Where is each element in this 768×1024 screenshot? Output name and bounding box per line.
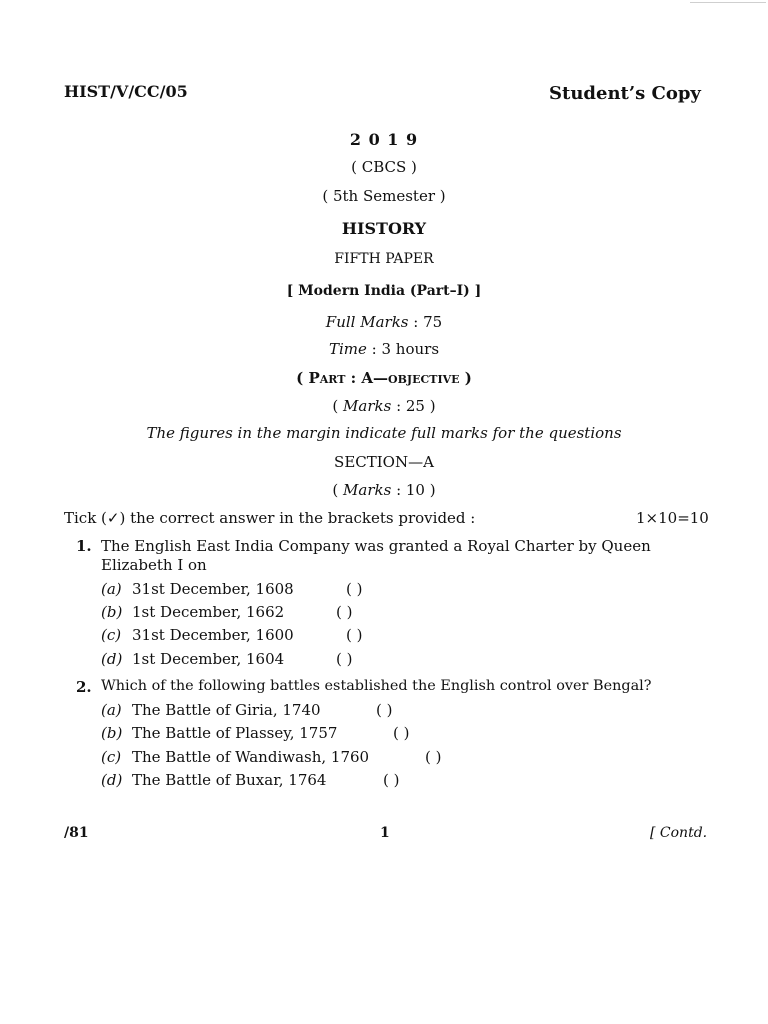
- exam-paper: FIFTH PAPER: [334, 251, 434, 267]
- option-label: (c): [101, 748, 122, 766]
- question-text: The English East India Company was granted a Royal Charter by Queen: [101, 537, 651, 555]
- option-label: (a): [101, 580, 122, 598]
- margin-note: The figures in the margin indicate full marks for the questions: [146, 424, 622, 442]
- exam-scheme: ( CBCS ): [351, 158, 417, 176]
- page-number: 1: [380, 825, 390, 841]
- option-text: 1st December, 1662: [132, 603, 285, 621]
- option-label: (a): [101, 701, 122, 719]
- option-1b: [101, 603, 353, 621]
- option-2c: [101, 748, 442, 766]
- part-marks-open: (: [332, 397, 344, 415]
- part-marks-label: Marks: [343, 397, 392, 415]
- answer-bracket[interactable]: ( ): [336, 650, 353, 668]
- section-heading: SECTION—A: [334, 453, 434, 471]
- exam-year: 2 0 1 9: [349, 130, 419, 149]
- option-text: 1st December, 1604: [132, 650, 285, 668]
- section-marks: [0, 481, 768, 499]
- option-2d: [101, 771, 400, 789]
- part-marks: [0, 397, 768, 415]
- exam-paper-title: [ Modern India (Part–I) ]: [286, 283, 482, 299]
- question-number: 2.: [76, 678, 92, 696]
- exam-semester: ( 5th Semester ): [322, 187, 446, 205]
- footer-code: /81: [64, 825, 89, 841]
- option-text: The Battle of Giria, 1740: [132, 701, 321, 719]
- answer-bracket[interactable]: ( ): [393, 724, 410, 742]
- answer-bracket[interactable]: ( ): [383, 771, 400, 789]
- option-2a: [101, 701, 393, 719]
- option-text: 31st December, 1600: [132, 626, 294, 644]
- answer-bracket[interactable]: ( ): [346, 580, 363, 598]
- option-label: (d): [101, 771, 123, 789]
- instruction-marks: 1×10=10: [636, 509, 709, 527]
- part-heading: ( Part : A—objective ): [296, 369, 472, 387]
- section-marks-value: : 10 ): [391, 481, 436, 499]
- part-marks-value: : 25 ): [391, 397, 436, 415]
- copy-label: Student’s Copy: [549, 83, 701, 104]
- option-label: (b): [101, 603, 123, 621]
- continued-label: [ Contd.: [650, 825, 708, 841]
- question-number: 1.: [76, 537, 92, 555]
- option-text: The Battle of Buxar, 1764: [132, 771, 327, 789]
- exam-subject: HISTORY: [341, 219, 427, 238]
- time-label: Time: [328, 340, 367, 358]
- answer-bracket[interactable]: ( ): [376, 701, 393, 719]
- option-text: The Battle of Wandiwash, 1760: [132, 748, 370, 766]
- full-marks: [0, 313, 768, 331]
- option-1c: [101, 626, 363, 644]
- exam-time: [0, 340, 768, 358]
- instruction-text: Tick (✓) the correct answer in the brackets provided :: [64, 509, 476, 527]
- question-text: Which of the following battles established the English control over Bengal?: [101, 678, 652, 694]
- section-marks-label: Marks: [343, 481, 392, 499]
- answer-bracket[interactable]: ( ): [346, 626, 363, 644]
- answer-bracket[interactable]: ( ): [425, 748, 442, 766]
- question-text-continued: Elizabeth I on: [101, 556, 207, 574]
- option-text: The Battle of Plassey, 1757: [132, 724, 338, 742]
- option-text: 31st December, 1608: [132, 580, 294, 598]
- full-marks-value: : 75: [408, 313, 443, 331]
- option-1a: [101, 580, 363, 598]
- paper-code: HIST/V/CC/05: [64, 82, 188, 101]
- option-label: (d): [101, 650, 123, 668]
- option-label: (b): [101, 724, 123, 742]
- full-marks-label: Full Marks: [325, 313, 409, 331]
- option-2b: [101, 724, 410, 742]
- option-1d: [101, 650, 353, 668]
- section-marks-open: (: [332, 481, 344, 499]
- option-label: (c): [101, 626, 122, 644]
- answer-bracket[interactable]: ( ): [336, 603, 353, 621]
- time-value: : 3 hours: [366, 340, 440, 358]
- scan-mark-top-right: [690, 2, 766, 3]
